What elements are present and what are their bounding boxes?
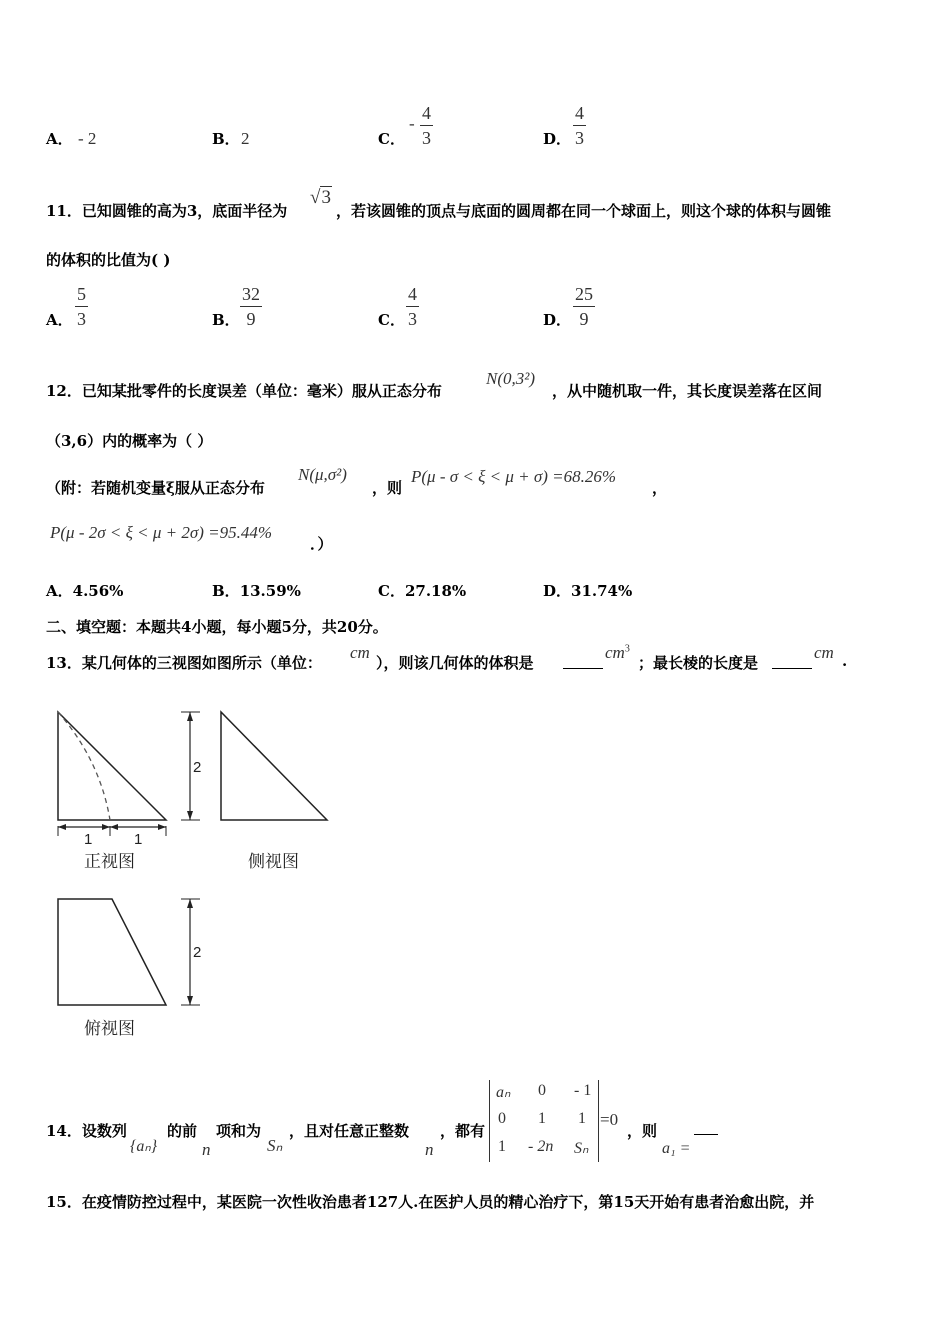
top-view-trapezoid [58, 899, 166, 1005]
fraction-denominator: 3 [408, 309, 417, 329]
front-view-label: 正视图 [84, 852, 135, 871]
front-view-hidden-edge [58, 712, 110, 820]
q12-prob-one-sigma: P(μ - σ < ξ < μ + σ) =68.26% [411, 467, 617, 486]
q12-note-a: （附：若随机变量ξ服从正态分布 [46, 479, 265, 497]
matrix-cell: - 1 [574, 1082, 592, 1099]
front-view [58, 712, 201, 871]
dim-arrow [187, 899, 193, 908]
side-view [221, 712, 327, 871]
matrix-cell: 0 [538, 1082, 546, 1099]
height-label-top: 2 [193, 944, 202, 961]
q11-option-d-fraction [573, 285, 595, 328]
unit-exponent: 3 [624, 643, 630, 655]
q12-comma: ， [652, 479, 668, 497]
option-label: B． [212, 582, 240, 600]
q13-volume-blank [563, 668, 603, 669]
q11-option-a-label: A． [46, 311, 73, 329]
fraction-denominator: 3 [422, 128, 431, 148]
q10-option-a-label: A． [46, 130, 73, 148]
fraction-numerator: 4 [408, 284, 417, 304]
dim-arrow [187, 712, 193, 721]
q10-option-c-sign: - [409, 114, 415, 133]
option-label: D． [543, 582, 572, 600]
q13-unit-cm: cm [350, 643, 370, 662]
front-view-triangle [58, 712, 166, 820]
q14-determinant [489, 1080, 599, 1162]
q12-note-b: ，则 [372, 479, 403, 497]
q14-equals-zero: =0 [600, 1110, 619, 1129]
q13-text-b: ），则该几何体的体积是 [376, 654, 534, 672]
q11-text-b: ，若该圆锥的顶点与底面的圆周都在同一个球面上，则这个球的体积与圆锥 [336, 202, 832, 220]
q11-radicand: 3 [321, 187, 331, 208]
q12-text-b: ，从中随机取一件，其长度误差落在区间 [552, 382, 823, 400]
q10-option-d-fraction [573, 104, 586, 147]
q12-option-c [378, 580, 466, 601]
q14-text-5: ，都有 [440, 1122, 486, 1140]
fraction-numerator: 4 [422, 103, 431, 123]
fraction-numerator: 25 [575, 284, 593, 304]
q14-text-2: 的前 [167, 1122, 198, 1140]
matrix-cell: 1 [498, 1138, 506, 1155]
q14-text-3: 项和为 [216, 1122, 262, 1140]
fraction-denominator: 3 [77, 309, 86, 329]
dim-arrow [187, 811, 193, 820]
option-text: 13.59% [239, 582, 301, 600]
option-label: A． [46, 582, 73, 600]
matrix-cell: 1 [578, 1110, 586, 1127]
q14-n1: n [202, 1140, 211, 1159]
q12-distribution: N(0,3²) [486, 369, 536, 388]
q11-radius [310, 187, 332, 209]
q12-option-a [46, 580, 123, 601]
three-view-figure [40, 700, 340, 1045]
q10-option-c-fraction [420, 104, 433, 147]
q12-note-distribution: N(μ,σ²) [298, 465, 347, 484]
q14-sequence: {aₙ} [130, 1138, 158, 1155]
matrix-cell: - 2n [528, 1138, 554, 1155]
q14-n2: n [425, 1140, 434, 1159]
option-text: 4.56% [72, 582, 124, 600]
q11-text-a: 11．已知圆锥的高为3，底面半径为 [46, 202, 288, 220]
q13-period: . [842, 652, 848, 670]
q13-text-a: 13．某几何体的三视图如图所示（单位： [46, 654, 322, 672]
q10-option-b-label: B． [212, 130, 240, 148]
height-label-front: 2 [193, 759, 202, 776]
dim-arrow [110, 824, 118, 830]
q13-text-c: ；最长棱的长度是 [638, 654, 759, 672]
dim-arrow [58, 824, 66, 830]
dim-arrow [102, 824, 110, 830]
fraction-numerator: 5 [77, 284, 86, 304]
q13-unit-cm3 [605, 643, 630, 663]
fraction-denominator: 9 [246, 309, 256, 329]
q14-a1: a₁ = [662, 1140, 691, 1157]
matrix-cell: Sₙ [574, 1140, 589, 1157]
q14-text-6: ，则 [627, 1122, 658, 1140]
q10-option-c-label: C． [378, 130, 405, 148]
q11-option-d-label: D． [543, 311, 572, 329]
fraction-numerator: 32 [242, 284, 260, 304]
q12-text-line2: （3,6）内的概率为（ ） [46, 432, 213, 450]
q10-option-d-label: D． [543, 130, 572, 148]
q11-option-c-label: C． [378, 311, 405, 329]
dim-label-1a: 1 [84, 831, 93, 848]
q13-unit-cm-end: cm [814, 643, 834, 662]
side-view-label: 侧视图 [248, 852, 299, 871]
q11-option-b-label: B． [212, 311, 240, 329]
matrix-cell: 0 [498, 1110, 506, 1127]
dim-arrow [187, 996, 193, 1005]
sqrt-sign: √ [310, 187, 321, 208]
q12-text-a: 12．已知某批零件的长度误差（单位：毫米）服从正态分布 [46, 382, 442, 400]
q14-answer-blank [694, 1134, 718, 1135]
fraction-denominator: 3 [575, 128, 584, 148]
side-view-triangle [221, 712, 327, 820]
q12-prob-two-sigma: P(μ - 2σ < ξ < μ + 2σ) =95.44% [50, 523, 273, 542]
q10-option-a-value: - 2 [78, 129, 97, 148]
fraction-numerator: 4 [575, 103, 584, 123]
fraction-denominator: 9 [579, 309, 589, 329]
dim-arrow [158, 824, 166, 830]
top-view-label: 俯视图 [84, 1019, 135, 1038]
q10-option-b-value: 2 [241, 129, 250, 148]
matrix-cell: 1 [538, 1110, 546, 1127]
q11-option-a-fraction [75, 285, 88, 328]
matrix-cell: aₙ [496, 1084, 511, 1101]
option-label: C． [378, 582, 405, 600]
q11-option-b-fraction [240, 285, 262, 328]
q12-option-b [212, 580, 301, 601]
q11-text-line2: 的体积的比值为( ) [46, 251, 171, 269]
q14-text-4: ，且对任意正整数 [289, 1122, 410, 1140]
q13-length-blank [772, 668, 812, 669]
q14-text-1: 14．设数列 [46, 1122, 127, 1140]
dim-label-1b: 1 [134, 831, 143, 848]
top-view [58, 899, 201, 1038]
unit-base: cm [605, 643, 625, 662]
q11-option-c-fraction [406, 285, 419, 328]
option-text: 31.74% [571, 582, 633, 600]
q15-text-line1: 15．在疫情防控过程中，某医院一次性收治患者127人.在医护人员的精心治疗下，第15天开始有患者治愈出院，并 [46, 1193, 815, 1211]
section-heading: 二、填空题：本题共4小题，每小题5分，共20分。 [46, 618, 388, 636]
q14-sn: Sₙ [267, 1136, 283, 1155]
q12-note-end: ．） [310, 535, 333, 553]
q12-option-d [543, 580, 632, 601]
option-text: 27.18% [404, 582, 467, 600]
